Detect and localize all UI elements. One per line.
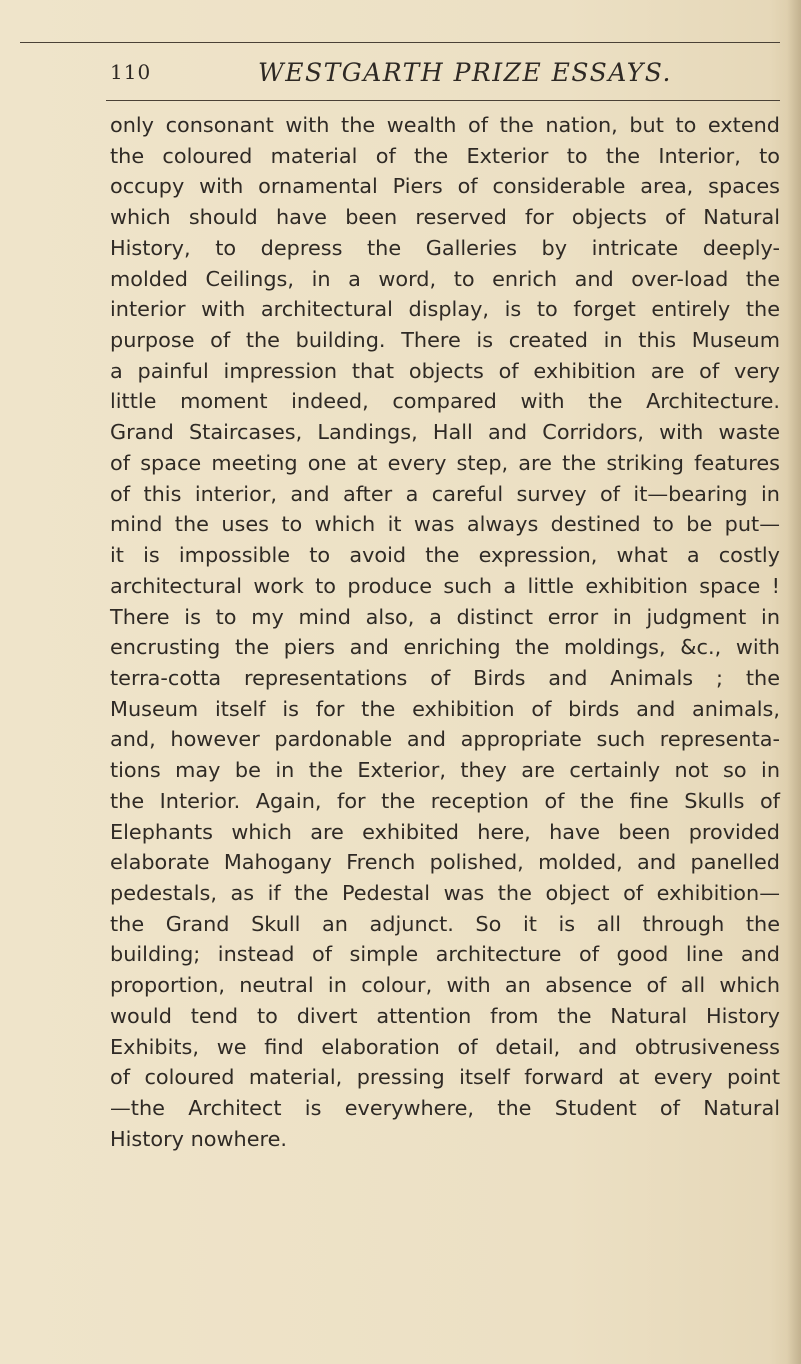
text-line: the Interior. Again, for the reception of the fine Skulls of (110, 788, 780, 813)
text-line: Elephants which are exhibited here, have been provided (110, 819, 780, 844)
text-line: History, to depress the Galleries by intricate deeply- (110, 235, 780, 260)
text-line: of space meeting one at every step, are the striking features (110, 450, 780, 475)
text-line: which should have been reserved for objects of Natural (110, 205, 780, 230)
text-line: a painful impression that objects of exhibition are of very (110, 358, 780, 383)
text-line: encrusting the piers and enriching the moldings, &c., with (110, 635, 780, 660)
text-line: little moment indeed, compared with the Architecture. (110, 389, 780, 414)
text-line: of this interior, and after a careful survey of it—bearing in (110, 481, 780, 506)
text-line: mind the uses to which it was always destined to be put— (110, 512, 780, 537)
header-rule-top (20, 42, 780, 43)
text-line: There is to my mind also, a distinct error in judgment in (110, 604, 780, 629)
page-edge-shadow (787, 0, 801, 1364)
text-line: architectural work to produce such a little exhibition space ! (110, 573, 780, 598)
page-number: 110 (110, 60, 152, 84)
text-line: occupy with ornamental Piers of considerable area, spaces (110, 174, 780, 199)
text-line: of coloured material, pressing itself forward at every point (110, 1065, 780, 1090)
text-line: Exhibits, we find elaboration of detail, and obtrusiveness (110, 1034, 780, 1059)
text-line: only consonant with the wealth of the nation, but to extend (110, 113, 780, 137)
text-line: interior with architectural display, is to forget entirely the (110, 297, 780, 322)
running-title: WESTGARTH PRIZE ESSAYS. (258, 58, 672, 87)
text-line: History nowhere. (110, 1126, 287, 1151)
text-line: and, however pardonable and appropriate such representa- (110, 727, 780, 752)
running-head (0, 58, 801, 92)
text-line: tions may be in the Exterior, they are certainly not so in (110, 758, 780, 783)
body-paragraph (110, 110, 780, 1154)
text-line: proportion, neutral in colour, with an absence of all which (110, 973, 780, 998)
text-line: terra-cotta representations of Birds and Animals ; the (110, 665, 780, 690)
text-line: molded Ceilings, in a word, to enrich and over-load the (110, 266, 780, 291)
text-line: it is impossible to avoid the expression, what a costly (110, 543, 780, 568)
text-line: —the Architect is everywhere, the Student of Natural (110, 1096, 780, 1120)
text-line: building; instead of simple architecture of good line and (110, 942, 780, 967)
text-line: would tend to divert attention from the Natural History (110, 1003, 780, 1028)
header-rule-bottom (106, 100, 780, 101)
text-line: pedestals, as if the Pedestal was the object of exhibition— (110, 880, 780, 905)
text-line: Museum itself is for the exhibition of birds and animals, (110, 696, 780, 721)
text-line: elaborate Mahogany French polished, molded, and panelled (110, 850, 780, 875)
text-line: purpose of the building. There is created in this Museum (110, 328, 780, 353)
text-line: the Grand Skull an adjunct. So it is all through the (110, 911, 780, 936)
text-line: the coloured material of the Exterior to the Interior, to (110, 143, 780, 168)
text-line: Grand Staircases, Landings, Hall and Corridors, with waste (110, 420, 780, 445)
